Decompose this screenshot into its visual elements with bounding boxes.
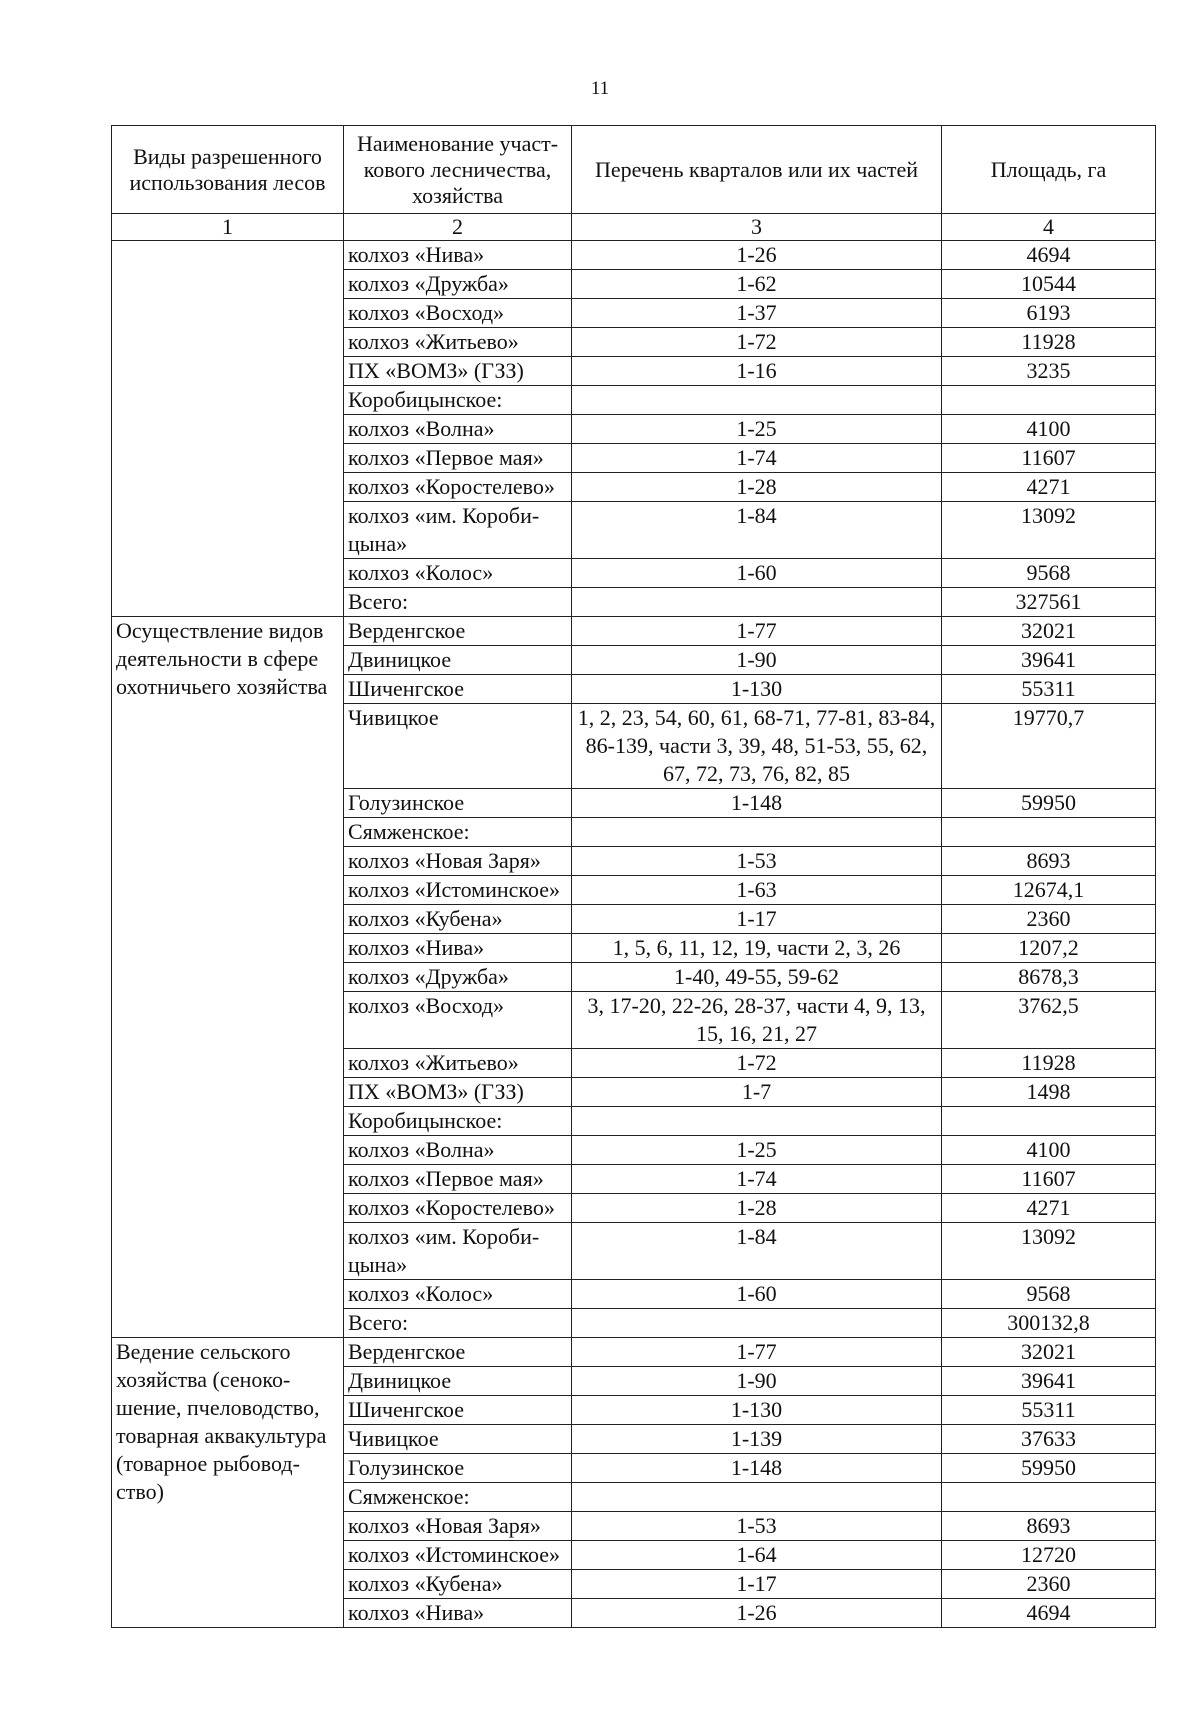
- quarters-cell: [572, 473, 942, 502]
- forestry-name-line: колхоз «Первое мая»: [348, 445, 544, 470]
- use-type-line: охотничьего хозяйства: [116, 674, 328, 699]
- forestry-name-cell: [344, 1338, 572, 1367]
- forestry-name-line: Сямженское:: [348, 819, 470, 844]
- forestry-name-line: колхоз «Новая Заря»: [348, 848, 541, 873]
- area-cell: 4694: [942, 241, 1156, 270]
- forestry-name-line: Шиченгское: [348, 676, 464, 701]
- area-cell: 37633: [942, 1425, 1156, 1454]
- use-type-line: шение, пчеловодство,: [116, 1395, 320, 1420]
- quarters-cell: [572, 502, 942, 559]
- forestry-name-line: колхоз «Дружба»: [348, 271, 509, 296]
- quarters-line: 1-60: [736, 560, 777, 585]
- quarters-line: 1-25: [736, 1137, 777, 1162]
- forestry-name-cell: [344, 617, 572, 646]
- forestry-name-cell: [344, 1541, 572, 1570]
- use-type-line: Ведение сельского: [116, 1339, 291, 1364]
- use-type-line: ство): [116, 1479, 164, 1504]
- quarters-cell: [572, 1512, 942, 1541]
- forestry-name-cell: [344, 1165, 572, 1194]
- area-cell: 8693: [942, 847, 1156, 876]
- quarters-cell: [572, 992, 942, 1049]
- forestry-name-line: колхоз «Колос»: [348, 1281, 494, 1306]
- area-cell: 39641: [942, 646, 1156, 675]
- page-number: 11: [590, 78, 610, 99]
- forestry-name-cell: [344, 1078, 572, 1107]
- forestry-name-line: Голузинское: [348, 790, 465, 815]
- header-line: использования лесов: [129, 169, 326, 195]
- forestry-name-cell: [344, 963, 572, 992]
- forestry-name-cell: [344, 1280, 572, 1309]
- quarters-line: 1-26: [736, 242, 777, 267]
- header-row: [112, 126, 1156, 214]
- forestry-name-cell: [344, 1049, 572, 1078]
- quarters-line: 1-77: [736, 1339, 777, 1364]
- forestry-name-cell: [344, 1194, 572, 1223]
- use-type-cell: [112, 617, 344, 1338]
- forestry-name-line: Голузинское: [348, 1455, 465, 1480]
- forestry-name-cell: [344, 328, 572, 357]
- area-cell: 3762,5: [942, 992, 1156, 1049]
- area-cell: 10544: [942, 270, 1156, 299]
- forestry-name-line: колхоз «Нива»: [348, 242, 485, 267]
- use-type-line: хозяйства (сеноко-: [116, 1367, 291, 1392]
- forestry-name-line: Всего:: [348, 1310, 409, 1335]
- forestry-name-line: Чивицкое: [348, 1426, 439, 1451]
- forestry-name-cell: [344, 588, 572, 617]
- quarters-line: 67, 72, 73, 76, 82, 85: [663, 761, 850, 786]
- table-body: [112, 241, 1156, 1628]
- forestry-name-line: Коробицынское:: [348, 1108, 503, 1133]
- quarters-line: 1-40, 49-55, 59-62: [674, 964, 839, 989]
- quarters-cell: [572, 1165, 942, 1194]
- quarters-line: 1, 5, 6, 11, 12, 19, части 2, 3, 26: [612, 935, 901, 960]
- forestry-name-line: колхоз «Истоминское»: [348, 1542, 561, 1567]
- area-cell: 13092: [942, 1223, 1156, 1280]
- quarters-cell: [572, 357, 942, 386]
- forestry-name-line: цына»: [348, 531, 408, 556]
- quarters-line: 1-139: [730, 1426, 783, 1451]
- table-row: [112, 241, 1156, 270]
- forestry-name-cell: [344, 270, 572, 299]
- quarters-cell: [572, 876, 942, 905]
- area-cell: 55311: [942, 1396, 1156, 1425]
- use-type-line: деятельности в сфере: [116, 646, 319, 671]
- forestry-name-line: Коробицынское:: [348, 387, 503, 412]
- area-cell: 11928: [942, 1049, 1156, 1078]
- area-cell: 8693: [942, 1512, 1156, 1541]
- quarters-cell: [572, 1367, 942, 1396]
- area-cell: 4100: [942, 1136, 1156, 1165]
- quarters-line: 1-148: [730, 1455, 783, 1480]
- quarters-cell: [572, 241, 942, 270]
- quarters-line: 1-17: [736, 906, 777, 931]
- forestry-name-line: Двиницкое: [348, 647, 452, 672]
- quarters-cell: [572, 1570, 942, 1599]
- use-type-cell: [112, 241, 344, 617]
- quarters-line: 1-130: [730, 676, 783, 701]
- quarters-cell: [572, 1483, 942, 1512]
- quarters-cell: [572, 1309, 942, 1338]
- quarters-cell: [572, 1599, 942, 1628]
- quarters-line: 1-90: [736, 647, 777, 672]
- quarters-line: 1-64: [736, 1542, 777, 1567]
- forestry-name-line: колхоз «Восход»: [348, 300, 505, 325]
- quarters-cell: [572, 559, 942, 588]
- forestry-name-line: Сямженское:: [348, 1484, 470, 1509]
- quarters-line: 15, 16, 21, 27: [696, 1021, 817, 1046]
- forestry-name-line: Шиченгское: [348, 1397, 464, 1422]
- quarters-line: 1-28: [736, 1195, 777, 1220]
- forestry-name-cell: [344, 1483, 572, 1512]
- quarters-cell: [572, 818, 942, 847]
- quarters-line: 1-26: [736, 1600, 777, 1625]
- quarters-cell: [572, 1194, 942, 1223]
- area-cell: 19770,7: [942, 704, 1156, 789]
- forestry-name-cell: [344, 1309, 572, 1338]
- area-cell: 11928: [942, 328, 1156, 357]
- forestry-name-cell: [344, 934, 572, 963]
- forestry-name-line: колхоз «Восход»: [348, 993, 505, 1018]
- forestry-name-line: колхоз «Новая Заря»: [348, 1513, 541, 1538]
- forestry-name-cell: [344, 1223, 572, 1280]
- quarters-cell: [572, 704, 942, 789]
- forestry-name-cell: [344, 818, 572, 847]
- forest-use-table: [111, 125, 1156, 1628]
- quarters-line: 1-25: [736, 416, 777, 441]
- quarters-line: 1-53: [736, 848, 777, 873]
- forestry-name-cell: [344, 847, 572, 876]
- quarters-line: 1-130: [730, 1397, 783, 1422]
- header-use-type: [112, 126, 344, 214]
- area-cell: 32021: [942, 617, 1156, 646]
- forestry-name-line: цына»: [348, 1252, 408, 1277]
- quarters-cell: [572, 1541, 942, 1570]
- quarters-line: 1, 2, 23, 54, 60, 61, 68-71, 77-81, 83-84,: [577, 705, 936, 730]
- quarters-cell: [572, 675, 942, 704]
- forestry-name-line: колхоз «Истоминское»: [348, 877, 561, 902]
- forestry-name-line: колхоз «им. Короби-: [348, 503, 540, 528]
- header-quarters: Перечень кварталов или их частей: [572, 126, 942, 214]
- forestry-name-cell: [344, 444, 572, 473]
- header-line: Виды разрешенного: [133, 143, 322, 169]
- quarters-cell: [572, 1107, 942, 1136]
- quarters-cell: [572, 1136, 942, 1165]
- area-cell: 1207,2: [942, 934, 1156, 963]
- header-line: Наименование участ-: [356, 130, 559, 156]
- quarters-line: 1-72: [736, 1050, 777, 1075]
- quarters-line: 1-53: [736, 1513, 777, 1538]
- quarters-cell: [572, 328, 942, 357]
- quarters-cell: [572, 1280, 942, 1309]
- quarters-cell: [572, 617, 942, 646]
- forestry-name-cell: [344, 704, 572, 789]
- forestry-name-cell: [344, 1367, 572, 1396]
- quarters-line: 1-60: [736, 1281, 777, 1306]
- area-cell: 39641: [942, 1367, 1156, 1396]
- quarters-line: 1-72: [736, 329, 777, 354]
- forestry-name-line: колхоз «Житьево»: [348, 329, 519, 354]
- quarters-cell: [572, 1454, 942, 1483]
- forestry-name-cell: [344, 1425, 572, 1454]
- forestry-name-cell: [344, 1599, 572, 1628]
- area-cell: 59950: [942, 1454, 1156, 1483]
- forestry-name-line: Верденгское: [348, 1339, 466, 1364]
- quarters-line: 3, 17-20, 22-26, 28-37, части 4, 9, 13,: [587, 993, 926, 1018]
- forestry-name-cell: [344, 415, 572, 444]
- quarters-line: 1-74: [736, 1166, 777, 1191]
- area-cell: [942, 386, 1156, 415]
- forestry-name-cell: [344, 1454, 572, 1483]
- area-cell: 4100: [942, 415, 1156, 444]
- forestry-name-line: Чивицкое: [348, 705, 439, 730]
- use-type-cell: [112, 1338, 344, 1628]
- area-cell: 12674,1: [942, 876, 1156, 905]
- column-number-row: [112, 214, 1156, 241]
- forestry-name-line: колхоз «Коростелево»: [348, 474, 555, 499]
- forestry-name-cell: [344, 876, 572, 905]
- forestry-name-cell: [344, 789, 572, 818]
- area-cell: 4271: [942, 1194, 1156, 1223]
- quarters-line: 1-90: [736, 1368, 777, 1393]
- area-cell: 3235: [942, 357, 1156, 386]
- area-cell: 6193: [942, 299, 1156, 328]
- table-header: [112, 126, 1156, 241]
- col-number: 1: [112, 214, 344, 241]
- quarters-cell: [572, 270, 942, 299]
- col-number: 3: [572, 214, 942, 241]
- quarters-line: 86-139, части 3, 39, 48, 51-53, 55, 62,: [585, 733, 928, 758]
- quarters-cell: [572, 905, 942, 934]
- quarters-cell: [572, 588, 942, 617]
- quarters-line: 1-37: [736, 300, 777, 325]
- quarters-cell: [572, 1338, 942, 1367]
- area-cell: 327561: [942, 588, 1156, 617]
- area-cell: 9568: [942, 1280, 1156, 1309]
- quarters-line: 1-16: [736, 358, 777, 383]
- quarters-cell: [572, 299, 942, 328]
- quarters-cell: [572, 847, 942, 876]
- area-cell: 300132,8: [942, 1309, 1156, 1338]
- quarters-cell: [572, 1049, 942, 1078]
- quarters-cell: [572, 415, 942, 444]
- quarters-cell: [572, 1078, 942, 1107]
- area-cell: 32021: [942, 1338, 1156, 1367]
- quarters-line: 1-77: [736, 618, 777, 643]
- area-cell: 8678,3: [942, 963, 1156, 992]
- quarters-line: 1-17: [736, 1571, 777, 1596]
- area-cell: 4694: [942, 1599, 1156, 1628]
- table-row: [112, 617, 1156, 646]
- area-cell: 12720: [942, 1541, 1156, 1570]
- forestry-name-cell: [344, 1136, 572, 1165]
- forestry-name-cell: [344, 675, 572, 704]
- forestry-name-cell: [344, 646, 572, 675]
- forestry-name-cell: [344, 241, 572, 270]
- quarters-line: 1-28: [736, 474, 777, 499]
- quarters-line: 1-84: [736, 503, 777, 528]
- forestry-name-line: колхоз «Нива»: [348, 935, 485, 960]
- area-cell: 1498: [942, 1078, 1156, 1107]
- forestry-name-cell: [344, 473, 572, 502]
- forestry-name-line: колхоз «Колос»: [348, 560, 494, 585]
- quarters-cell: [572, 386, 942, 415]
- forestry-name-line: Всего:: [348, 589, 409, 614]
- header-forestry-name: [344, 126, 572, 214]
- area-cell: 9568: [942, 559, 1156, 588]
- forestry-name-line: колхоз «Волна»: [348, 1137, 495, 1162]
- quarters-cell: [572, 444, 942, 473]
- forestry-name-line: колхоз «Житьево»: [348, 1050, 519, 1075]
- forestry-name-cell: [344, 1107, 572, 1136]
- use-type-line: Осуществление видов: [116, 618, 324, 643]
- quarters-line: 1-84: [736, 1224, 777, 1249]
- quarters-cell: [572, 789, 942, 818]
- forestry-name-cell: [344, 905, 572, 934]
- forestry-name-line: колхоз «Нива»: [348, 1600, 485, 1625]
- col-number: 4: [942, 214, 1156, 241]
- quarters-line: 1-148: [730, 790, 783, 815]
- forestry-name-line: Верденгское: [348, 618, 466, 643]
- quarters-cell: [572, 934, 942, 963]
- forestry-name-line: колхоз «Кубена»: [348, 1571, 503, 1596]
- forestry-name-line: колхоз «Первое мая»: [348, 1166, 544, 1191]
- col-number: 2: [344, 214, 572, 241]
- forestry-name-cell: [344, 1570, 572, 1599]
- header-area: Площадь, га: [942, 126, 1156, 214]
- forestry-name-cell: [344, 1512, 572, 1541]
- forestry-name-line: колхоз «Коростелево»: [348, 1195, 555, 1220]
- quarters-line: 1-63: [736, 877, 777, 902]
- forestry-name-line: колхоз «Волна»: [348, 416, 495, 441]
- forestry-name-line: колхоз «Дружба»: [348, 964, 509, 989]
- quarters-line: 1-7: [741, 1079, 772, 1104]
- area-cell: 2360: [942, 905, 1156, 934]
- forestry-name-line: ПХ «ВОМЗ» (ГЗЗ): [348, 358, 524, 383]
- quarters-cell: [572, 963, 942, 992]
- forestry-name-line: Двиницкое: [348, 1368, 452, 1393]
- header-line: хозяйства: [412, 182, 503, 208]
- quarters-cell: [572, 1223, 942, 1280]
- forestry-name-line: колхоз «им. Короби-: [348, 1224, 540, 1249]
- forestry-name-line: колхоз «Кубена»: [348, 906, 503, 931]
- quarters-cell: [572, 646, 942, 675]
- table-row: [112, 1338, 1156, 1367]
- forestry-name-cell: [344, 386, 572, 415]
- area-cell: [942, 1107, 1156, 1136]
- forestry-name-cell: [344, 502, 572, 559]
- forestry-name-cell: [344, 992, 572, 1049]
- use-type-line: товарная аквакультура: [116, 1423, 327, 1448]
- forestry-name-cell: [344, 1396, 572, 1425]
- header-line: кового лесничества,: [363, 156, 552, 182]
- area-cell: 2360: [942, 1570, 1156, 1599]
- area-cell: 59950: [942, 789, 1156, 818]
- area-cell: [942, 818, 1156, 847]
- quarters-cell: [572, 1425, 942, 1454]
- area-cell: 11607: [942, 1165, 1156, 1194]
- quarters-line: 1-62: [736, 271, 777, 296]
- forestry-name-cell: [344, 559, 572, 588]
- area-cell: 13092: [942, 502, 1156, 559]
- forestry-name-cell: [344, 357, 572, 386]
- area-cell: 55311: [942, 675, 1156, 704]
- quarters-cell: [572, 1396, 942, 1425]
- use-type-line: (товарное рыбовод-: [116, 1451, 300, 1476]
- forestry-name-cell: [344, 299, 572, 328]
- area-cell: [942, 1483, 1156, 1512]
- forestry-name-line: ПХ «ВОМЗ» (ГЗЗ): [348, 1079, 524, 1104]
- area-cell: 4271: [942, 473, 1156, 502]
- quarters-line: 1-74: [736, 445, 777, 470]
- area-cell: 11607: [942, 444, 1156, 473]
